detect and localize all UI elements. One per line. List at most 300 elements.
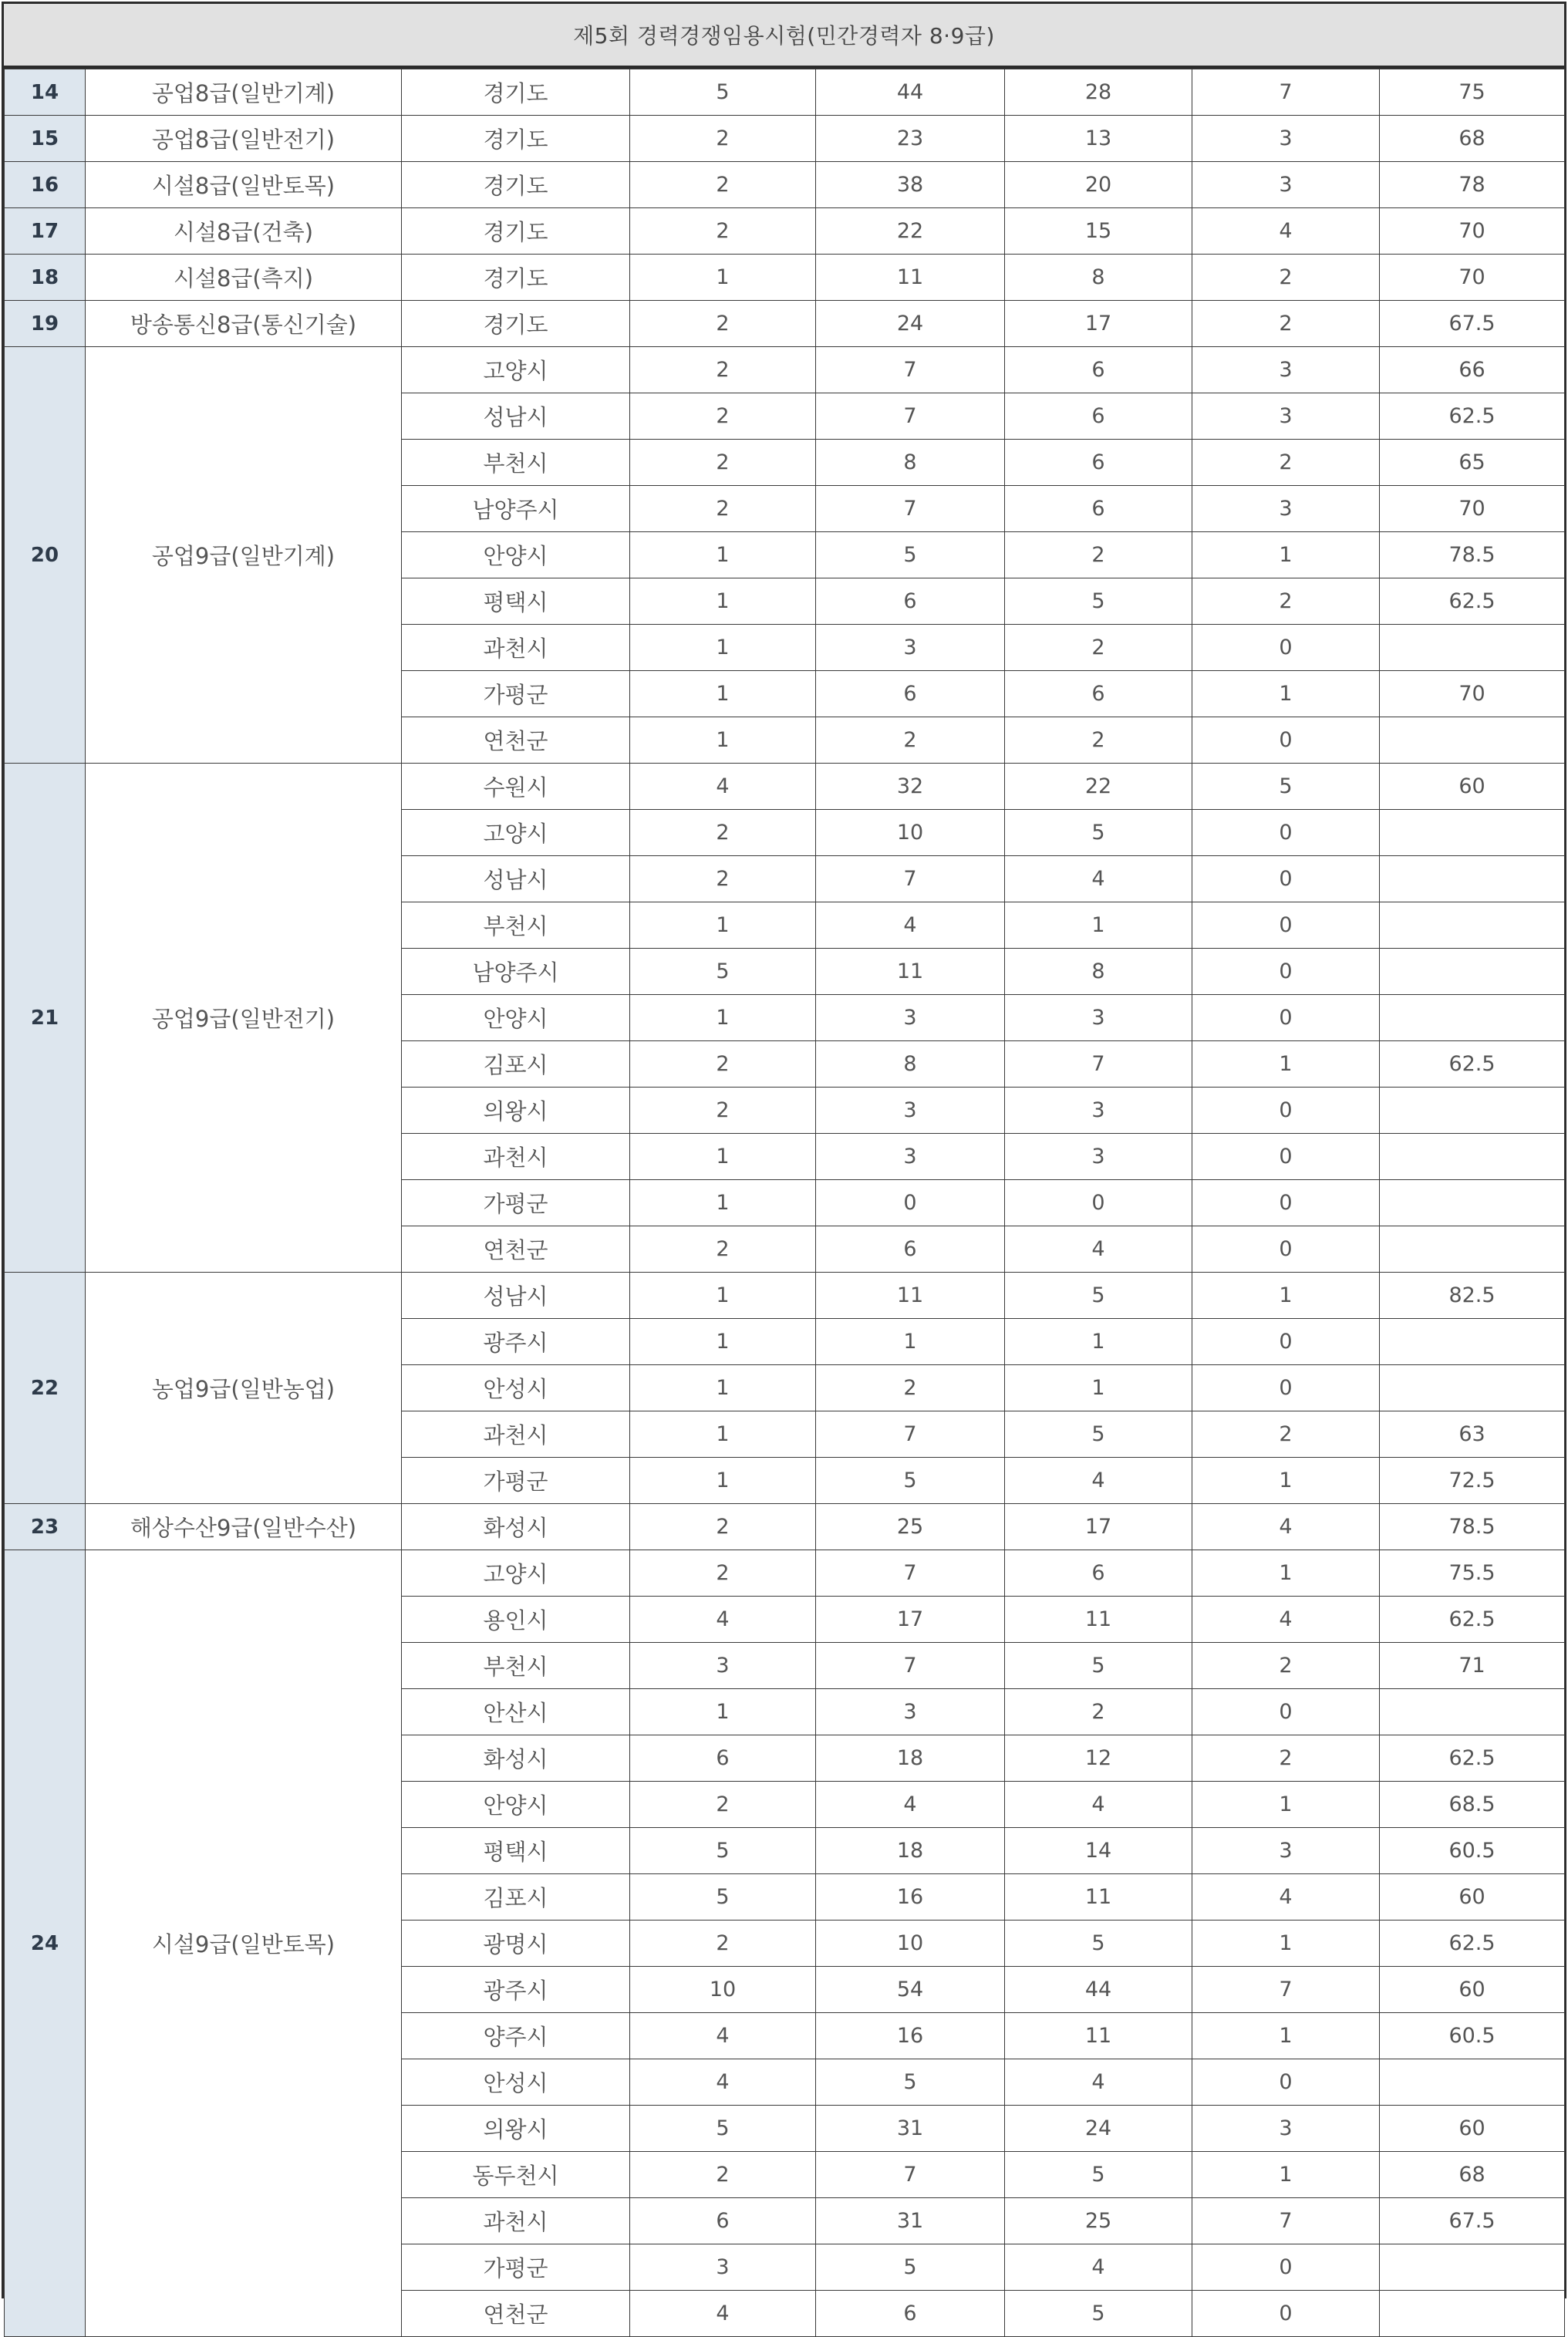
passer-count-cell: 2 [1192, 1643, 1380, 1689]
results-table-body [5, 69, 1565, 2337]
cutoff-score-cell: 78.5 [1380, 532, 1565, 578]
applicant-count-cell: 8 [816, 1041, 1005, 1088]
table-row [5, 1273, 1565, 1319]
group-number-cell: 19 [5, 301, 86, 347]
passer-count-cell: 7 [1192, 1967, 1380, 2013]
applicant-count-cell: 44 [816, 69, 1005, 116]
table-row [5, 347, 1565, 393]
applicant-count-cell: 6 [816, 578, 1005, 625]
location-cell: 과천시 [402, 1411, 630, 1458]
cutoff-score-cell [1380, 1689, 1565, 1735]
examinee-count-cell: 12 [1005, 1735, 1192, 1782]
examinee-count-cell: 7 [1005, 1041, 1192, 1088]
group-number-cell: 17 [5, 208, 86, 255]
cutoff-score-cell: 60 [1380, 764, 1565, 810]
cutoff-score-cell: 70 [1380, 671, 1565, 717]
cutoff-score-cell: 60 [1380, 1967, 1565, 2013]
selected-count-cell: 6 [630, 2198, 816, 2244]
table-title: 제5회 경력경쟁임용시험(민간경력자 8·9급) [4, 4, 1564, 69]
applicant-count-cell: 5 [816, 1458, 1005, 1504]
selected-count-cell: 5 [630, 1828, 816, 1874]
examinee-count-cell: 28 [1005, 69, 1192, 116]
table-row [5, 764, 1565, 810]
table-row [5, 1550, 1565, 1597]
examinee-count-cell: 11 [1005, 1874, 1192, 1921]
passer-count-cell: 2 [1192, 1735, 1380, 1782]
passer-count-cell: 0 [1192, 995, 1380, 1041]
location-cell: 안양시 [402, 1782, 630, 1828]
applicant-count-cell: 8 [816, 440, 1005, 486]
passer-count-cell: 4 [1192, 1597, 1380, 1643]
applicant-count-cell: 7 [816, 486, 1005, 532]
selected-count-cell: 5 [630, 2106, 816, 2152]
applicant-count-cell: 7 [816, 1411, 1005, 1458]
applicant-count-cell: 7 [816, 856, 1005, 902]
passer-count-cell: 0 [1192, 2291, 1380, 2337]
passer-count-cell: 1 [1192, 1550, 1380, 1597]
applicant-count-cell: 7 [816, 1550, 1005, 1597]
location-cell: 가평군 [402, 1458, 630, 1504]
location-cell: 화성시 [402, 1504, 630, 1550]
selected-count-cell: 2 [630, 440, 816, 486]
location-cell: 부천시 [402, 902, 630, 949]
cutoff-score-cell: 62.5 [1380, 1597, 1565, 1643]
cutoff-score-cell [1380, 2291, 1565, 2337]
selected-count-cell: 2 [630, 1782, 816, 1828]
passer-count-cell: 3 [1192, 1828, 1380, 1874]
location-cell: 의왕시 [402, 2106, 630, 2152]
passer-count-cell: 2 [1192, 578, 1380, 625]
examinee-count-cell: 4 [1005, 1782, 1192, 1828]
selected-count-cell: 1 [630, 1180, 816, 1226]
examinee-count-cell: 3 [1005, 995, 1192, 1041]
examinee-count-cell: 1 [1005, 1365, 1192, 1411]
applicant-count-cell: 31 [816, 2106, 1005, 2152]
selected-count-cell: 1 [630, 995, 816, 1041]
cutoff-score-cell [1380, 1134, 1565, 1180]
job-category-cell: 공업9급(일반기계) [86, 347, 402, 764]
group-number-cell: 20 [5, 347, 86, 764]
cutoff-score-cell: 68 [1380, 116, 1565, 162]
location-cell: 안성시 [402, 1365, 630, 1411]
passer-count-cell: 2 [1192, 1411, 1380, 1458]
location-cell: 양주시 [402, 2013, 630, 2059]
selected-count-cell: 5 [630, 949, 816, 995]
cutoff-score-cell: 65 [1380, 440, 1565, 486]
applicant-count-cell: 4 [816, 1782, 1005, 1828]
passer-count-cell: 0 [1192, 717, 1380, 764]
job-category-cell: 농업9급(일반농업) [86, 1273, 402, 1504]
applicant-count-cell: 16 [816, 2013, 1005, 2059]
location-cell: 남양주시 [402, 949, 630, 995]
examinee-count-cell: 14 [1005, 1828, 1192, 1874]
passer-count-cell: 0 [1192, 1088, 1380, 1134]
examinee-count-cell: 4 [1005, 1458, 1192, 1504]
applicant-count-cell: 32 [816, 764, 1005, 810]
cutoff-score-cell [1380, 810, 1565, 856]
cutoff-score-cell [1380, 995, 1565, 1041]
job-category-cell: 시설8급(건축) [86, 208, 402, 255]
selected-count-cell: 2 [630, 393, 816, 440]
applicant-count-cell: 31 [816, 2198, 1005, 2244]
selected-count-cell: 3 [630, 1643, 816, 1689]
passer-count-cell: 1 [1192, 1782, 1380, 1828]
passer-count-cell: 2 [1192, 255, 1380, 301]
selected-count-cell: 1 [630, 717, 816, 764]
passer-count-cell: 3 [1192, 393, 1380, 440]
job-category-cell: 공업8급(일반기계) [86, 69, 402, 116]
applicant-count-cell: 2 [816, 717, 1005, 764]
passer-count-cell: 4 [1192, 1874, 1380, 1921]
cutoff-score-cell: 75.5 [1380, 1550, 1565, 1597]
cutoff-score-cell: 78.5 [1380, 1504, 1565, 1550]
cutoff-score-cell: 71 [1380, 1643, 1565, 1689]
table-row [5, 162, 1565, 208]
selected-count-cell: 2 [630, 116, 816, 162]
examinee-count-cell: 3 [1005, 1088, 1192, 1134]
selected-count-cell: 2 [630, 1088, 816, 1134]
examinee-count-cell: 5 [1005, 1411, 1192, 1458]
selected-count-cell: 1 [630, 532, 816, 578]
passer-count-cell: 1 [1192, 1041, 1380, 1088]
applicant-count-cell: 16 [816, 1874, 1005, 1921]
examinee-count-cell: 6 [1005, 393, 1192, 440]
selected-count-cell: 2 [630, 856, 816, 902]
location-cell: 가평군 [402, 671, 630, 717]
examinee-count-cell: 1 [1005, 1319, 1192, 1365]
applicant-count-cell: 25 [816, 1504, 1005, 1550]
group-number-cell: 24 [5, 1550, 86, 2337]
selected-count-cell: 4 [630, 2059, 816, 2106]
applicant-count-cell: 24 [816, 301, 1005, 347]
passer-count-cell: 2 [1192, 301, 1380, 347]
location-cell: 연천군 [402, 2291, 630, 2337]
passer-count-cell: 0 [1192, 902, 1380, 949]
location-cell: 경기도 [402, 162, 630, 208]
cutoff-score-cell: 67.5 [1380, 301, 1565, 347]
cutoff-score-cell [1380, 2059, 1565, 2106]
cutoff-score-cell [1380, 1226, 1565, 1273]
passer-count-cell: 3 [1192, 486, 1380, 532]
applicant-count-cell: 1 [816, 1319, 1005, 1365]
selected-count-cell: 4 [630, 764, 816, 810]
examinee-count-cell: 3 [1005, 1134, 1192, 1180]
location-cell: 고양시 [402, 1550, 630, 1597]
results-table [4, 69, 1565, 2337]
location-cell: 김포시 [402, 1041, 630, 1088]
applicant-count-cell: 0 [816, 1180, 1005, 1226]
examinee-count-cell: 22 [1005, 764, 1192, 810]
cutoff-score-cell: 62.5 [1380, 393, 1565, 440]
selected-count-cell: 2 [630, 301, 816, 347]
selected-count-cell: 2 [630, 1550, 816, 1597]
examinee-count-cell: 8 [1005, 949, 1192, 995]
passer-count-cell: 0 [1192, 1319, 1380, 1365]
examinee-count-cell: 2 [1005, 532, 1192, 578]
cutoff-score-cell [1380, 856, 1565, 902]
examinee-count-cell: 11 [1005, 1597, 1192, 1643]
cutoff-score-cell [1380, 625, 1565, 671]
passer-count-cell: 5 [1192, 764, 1380, 810]
applicant-count-cell: 17 [816, 1597, 1005, 1643]
selected-count-cell: 1 [630, 1134, 816, 1180]
applicant-count-cell: 11 [816, 949, 1005, 995]
examinee-count-cell: 8 [1005, 255, 1192, 301]
applicant-count-cell: 54 [816, 1967, 1005, 2013]
applicant-count-cell: 10 [816, 810, 1005, 856]
cutoff-score-cell: 62.5 [1380, 1041, 1565, 1088]
selected-count-cell: 1 [630, 1273, 816, 1319]
location-cell: 경기도 [402, 69, 630, 116]
passer-count-cell: 4 [1192, 1504, 1380, 1550]
selected-count-cell: 2 [630, 2152, 816, 2198]
applicant-count-cell: 38 [816, 162, 1005, 208]
selected-count-cell: 2 [630, 1041, 816, 1088]
cutoff-score-cell [1380, 1180, 1565, 1226]
passer-count-cell: 0 [1192, 1226, 1380, 1273]
examinee-count-cell: 17 [1005, 301, 1192, 347]
examinee-count-cell: 6 [1005, 1550, 1192, 1597]
location-cell: 경기도 [402, 301, 630, 347]
cutoff-score-cell [1380, 2244, 1565, 2291]
applicant-count-cell: 2 [816, 1365, 1005, 1411]
location-cell: 성남시 [402, 856, 630, 902]
examinee-count-cell: 5 [1005, 1643, 1192, 1689]
passer-count-cell: 0 [1192, 1180, 1380, 1226]
examinee-count-cell: 6 [1005, 486, 1192, 532]
cutoff-score-cell: 70 [1380, 208, 1565, 255]
selected-count-cell: 5 [630, 69, 816, 116]
cutoff-score-cell: 72.5 [1380, 1458, 1565, 1504]
cutoff-score-cell: 70 [1380, 486, 1565, 532]
job-category-cell: 시설8급(일반토목) [86, 162, 402, 208]
location-cell: 가평군 [402, 1180, 630, 1226]
cutoff-score-cell: 78 [1380, 162, 1565, 208]
passer-count-cell: 3 [1192, 162, 1380, 208]
examinee-count-cell: 6 [1005, 671, 1192, 717]
table-row [5, 255, 1565, 301]
table-row [5, 69, 1565, 116]
applicant-count-cell: 3 [816, 625, 1005, 671]
location-cell: 안양시 [402, 995, 630, 1041]
passer-count-cell: 3 [1192, 347, 1380, 393]
location-cell: 가평군 [402, 2244, 630, 2291]
selected-count-cell: 2 [630, 810, 816, 856]
selected-count-cell: 2 [630, 1921, 816, 1967]
group-number-cell: 23 [5, 1504, 86, 1550]
applicant-count-cell: 10 [816, 1921, 1005, 1967]
examinee-count-cell: 20 [1005, 162, 1192, 208]
selected-count-cell: 1 [630, 578, 816, 625]
passer-count-cell: 0 [1192, 2244, 1380, 2291]
group-number-cell: 15 [5, 116, 86, 162]
location-cell: 김포시 [402, 1874, 630, 1921]
location-cell: 고양시 [402, 810, 630, 856]
selected-count-cell: 1 [630, 255, 816, 301]
selected-count-cell: 1 [630, 1319, 816, 1365]
selected-count-cell: 1 [630, 1689, 816, 1735]
passer-count-cell: 0 [1192, 2059, 1380, 2106]
cutoff-score-cell: 60 [1380, 1874, 1565, 1921]
passer-count-cell: 0 [1192, 810, 1380, 856]
location-cell: 연천군 [402, 717, 630, 764]
table-row [5, 301, 1565, 347]
location-cell: 수원시 [402, 764, 630, 810]
applicant-count-cell: 11 [816, 255, 1005, 301]
examinee-count-cell: 24 [1005, 2106, 1192, 2152]
selected-count-cell: 1 [630, 625, 816, 671]
passer-count-cell: 1 [1192, 1273, 1380, 1319]
group-number-cell: 14 [5, 69, 86, 116]
cutoff-score-cell [1380, 1365, 1565, 1411]
selected-count-cell: 2 [630, 347, 816, 393]
passer-count-cell: 7 [1192, 69, 1380, 116]
location-cell: 용인시 [402, 1597, 630, 1643]
location-cell: 평택시 [402, 1828, 630, 1874]
applicant-count-cell: 5 [816, 532, 1005, 578]
applicant-count-cell: 6 [816, 2291, 1005, 2337]
cutoff-score-cell: 67.5 [1380, 2198, 1565, 2244]
examinee-count-cell: 13 [1005, 116, 1192, 162]
passer-count-cell: 0 [1192, 1689, 1380, 1735]
applicant-count-cell: 7 [816, 2152, 1005, 2198]
cutoff-score-cell: 62.5 [1380, 578, 1565, 625]
job-category-cell: 공업9급(일반전기) [86, 764, 402, 1273]
location-cell: 평택시 [402, 578, 630, 625]
cutoff-score-cell: 68.5 [1380, 1782, 1565, 1828]
job-category-cell: 시설9급(일반토목) [86, 1550, 402, 2337]
cutoff-score-cell [1380, 717, 1565, 764]
selected-count-cell: 3 [630, 2244, 816, 2291]
cutoff-score-cell: 63 [1380, 1411, 1565, 1458]
applicant-count-cell: 7 [816, 1643, 1005, 1689]
group-number-cell: 16 [5, 162, 86, 208]
group-number-cell: 18 [5, 255, 86, 301]
passer-count-cell: 1 [1192, 1921, 1380, 1967]
examinee-count-cell: 4 [1005, 1226, 1192, 1273]
applicant-count-cell: 6 [816, 1226, 1005, 1273]
applicant-count-cell: 18 [816, 1828, 1005, 1874]
selected-count-cell: 1 [630, 1458, 816, 1504]
cutoff-score-cell: 62.5 [1380, 1921, 1565, 1967]
group-number-cell: 22 [5, 1273, 86, 1504]
location-cell: 경기도 [402, 208, 630, 255]
selected-count-cell: 4 [630, 1597, 816, 1643]
cutoff-score-cell: 60.5 [1380, 2013, 1565, 2059]
location-cell: 동두천시 [402, 2152, 630, 2198]
location-cell: 과천시 [402, 1134, 630, 1180]
passer-count-cell: 0 [1192, 949, 1380, 995]
applicant-count-cell: 3 [816, 1689, 1005, 1735]
examinee-count-cell: 5 [1005, 1921, 1192, 1967]
applicant-count-cell: 7 [816, 393, 1005, 440]
applicant-count-cell: 4 [816, 902, 1005, 949]
job-category-cell: 해상수산9급(일반수산) [86, 1504, 402, 1550]
cutoff-score-cell: 62.5 [1380, 1735, 1565, 1782]
cutoff-score-cell: 70 [1380, 255, 1565, 301]
examinee-count-cell: 6 [1005, 347, 1192, 393]
cutoff-score-cell [1380, 902, 1565, 949]
examinee-count-cell: 4 [1005, 856, 1192, 902]
examinee-count-cell: 5 [1005, 578, 1192, 625]
location-cell: 성남시 [402, 393, 630, 440]
selected-count-cell: 2 [630, 486, 816, 532]
passer-count-cell: 1 [1192, 2152, 1380, 2198]
location-cell: 부천시 [402, 440, 630, 486]
applicant-count-cell: 6 [816, 671, 1005, 717]
applicant-count-cell: 3 [816, 1134, 1005, 1180]
passer-count-cell: 1 [1192, 532, 1380, 578]
selected-count-cell: 1 [630, 902, 816, 949]
passer-count-cell: 3 [1192, 2106, 1380, 2152]
passer-count-cell: 3 [1192, 116, 1380, 162]
location-cell: 과천시 [402, 625, 630, 671]
applicant-count-cell: 3 [816, 995, 1005, 1041]
passer-count-cell: 4 [1192, 208, 1380, 255]
location-cell: 광주시 [402, 1319, 630, 1365]
applicant-count-cell: 18 [816, 1735, 1005, 1782]
selected-count-cell: 2 [630, 208, 816, 255]
selected-count-cell: 10 [630, 1967, 816, 2013]
cutoff-score-cell: 60 [1380, 2106, 1565, 2152]
selected-count-cell: 2 [630, 162, 816, 208]
table-row [5, 208, 1565, 255]
cutoff-score-cell: 66 [1380, 347, 1565, 393]
cutoff-score-cell: 60.5 [1380, 1828, 1565, 1874]
location-cell: 경기도 [402, 116, 630, 162]
location-cell: 고양시 [402, 347, 630, 393]
examinee-count-cell: 5 [1005, 810, 1192, 856]
examinee-count-cell: 44 [1005, 1967, 1192, 2013]
examinee-count-cell: 17 [1005, 1504, 1192, 1550]
cutoff-score-cell [1380, 1088, 1565, 1134]
passer-count-cell: 0 [1192, 856, 1380, 902]
examinee-count-cell: 5 [1005, 2291, 1192, 2337]
examinee-count-cell: 6 [1005, 440, 1192, 486]
examinee-count-cell: 5 [1005, 1273, 1192, 1319]
location-cell: 광주시 [402, 1967, 630, 2013]
selected-count-cell: 5 [630, 1874, 816, 1921]
group-number-cell: 21 [5, 764, 86, 1273]
selected-count-cell: 6 [630, 1735, 816, 1782]
applicant-count-cell: 5 [816, 2244, 1005, 2291]
location-cell: 안양시 [402, 532, 630, 578]
passer-count-cell: 0 [1192, 1134, 1380, 1180]
cutoff-score-cell: 75 [1380, 69, 1565, 116]
location-cell: 부천시 [402, 1643, 630, 1689]
applicant-count-cell: 5 [816, 2059, 1005, 2106]
passer-count-cell: 1 [1192, 1458, 1380, 1504]
examinee-count-cell: 2 [1005, 1689, 1192, 1735]
location-cell: 안성시 [402, 2059, 630, 2106]
examinee-count-cell: 25 [1005, 2198, 1192, 2244]
cutoff-score-cell: 82.5 [1380, 1273, 1565, 1319]
location-cell: 광명시 [402, 1921, 630, 1967]
passer-count-cell: 0 [1192, 1365, 1380, 1411]
location-cell: 화성시 [402, 1735, 630, 1782]
applicant-count-cell: 3 [816, 1088, 1005, 1134]
location-cell: 연천군 [402, 1226, 630, 1273]
passer-count-cell: 0 [1192, 625, 1380, 671]
applicant-count-cell: 11 [816, 1273, 1005, 1319]
selected-count-cell: 1 [630, 1411, 816, 1458]
examinee-count-cell: 2 [1005, 717, 1192, 764]
examinee-count-cell: 11 [1005, 2013, 1192, 2059]
job-category-cell: 공업8급(일반전기) [86, 116, 402, 162]
passer-count-cell: 1 [1192, 671, 1380, 717]
selected-count-cell: 1 [630, 1365, 816, 1411]
passer-count-cell: 7 [1192, 2198, 1380, 2244]
